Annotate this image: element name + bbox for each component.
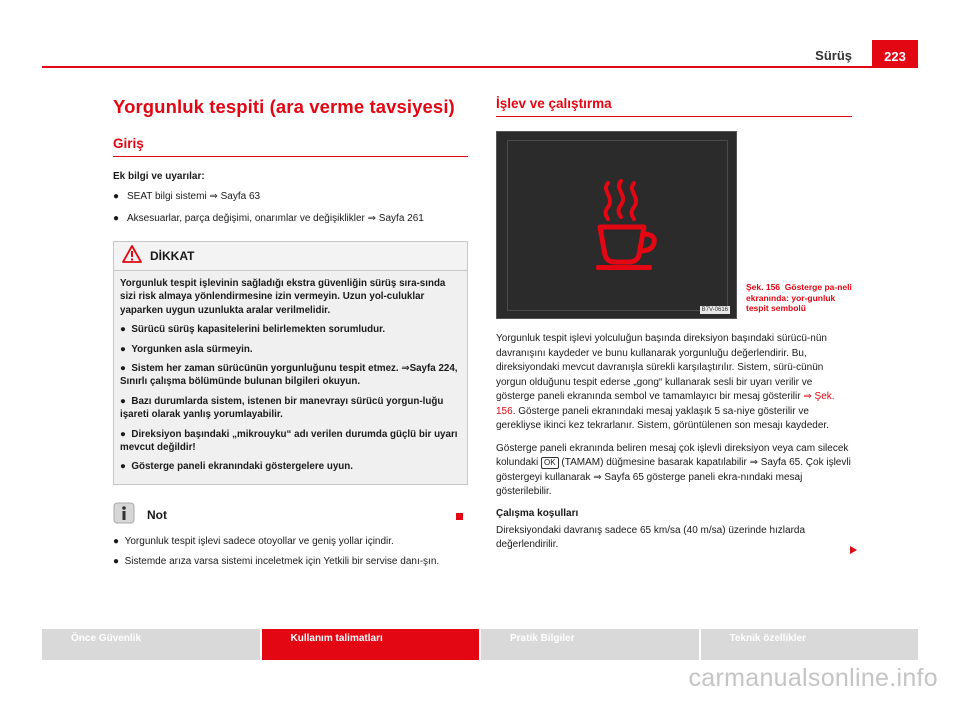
section-end-marker <box>456 513 463 520</box>
continue-arrow-icon <box>850 546 857 554</box>
footer-tabs <box>42 629 918 660</box>
figure-code: B7V-0616 <box>701 307 728 313</box>
paragraph-dismiss: Gösterge paneli ekranında beliren mesaj çok işlevli direksiyon veya cam silecek kolundaki OK (TAMAM) düğmesine basarak kapatılabilir ⇒ Sayfa 65. Çok işlevli göstergeyi kullanarak ⇒ Sayfa 65 gösterge paneli ekra-nındaki mesaj gösterilebilir. <box>496 442 851 497</box>
warning-item: ● Direksiyon başındaki „mikrouyku“ adı verilen durumda güçlü bir uyarı mevcut değildir! <box>120 428 458 454</box>
body-text <box>496 332 852 561</box>
extra-info-label: Ek bilgi ve uyarılar: <box>113 171 205 182</box>
warning-item: ● Bazı durumlarda sistem, istenen bir manevrayı sürücü yorgun-luğu işareti olarak yanlış yorumlayabilir. <box>120 395 444 421</box>
ok-key-symbol: OK <box>541 457 559 469</box>
tab-technical-specs[interactable]: Teknik özellikler <box>701 629 919 660</box>
paragraph-description: Yorgunluk tespit işlevi yolculuğun başında direksiyon başındaki sürücü-nün davranışını kaydeder ve bunu kullanarak yorgunluğu değerlendirir. Bu, direksiyondaki mevcut davranışla sürekli karşılaştırılır. Sistem, sürü-cünün yorgun olduğunu tespit ederse „gong“ kullanarak sesli bir uyarı verilir ve gösterge paneli ekranında sembol ve tamamlayıcı bir mesaj gösterilir ⇒ Şek. 156. Gösterge paneli ekranındaki mesaj yaklaşık 5 sa-niye gösterilir ve gerekliyse ikinci kez tekrarlanır. Sistem, görüntülenen son mesajı kaydeder. <box>496 333 835 431</box>
warning-box <box>113 241 468 485</box>
left-column <box>113 96 468 569</box>
coffee-cup-icon <box>508 141 729 312</box>
right-column <box>496 96 852 550</box>
section-heading-intro: Giriş <box>113 136 468 157</box>
list-item: ● Aksesuarlar, parça değişimi, onarımlar ve değişiklikler ⇒ Sayfa 261 <box>113 213 424 224</box>
warning-title: DİKKAT <box>150 249 195 263</box>
figure-fatigue-symbol <box>496 131 737 319</box>
conditions-heading: Çalışma koşulları <box>496 507 579 519</box>
figure-caption: Şek. 156 Gösterge pa-neli ekranında: yor-gunluk tespit sembolü <box>746 282 852 314</box>
note-item: ● Sistemde arıza varsa sistemi inceletmek için Yetkili bir servise danı-şın. <box>113 555 440 567</box>
warning-item: ● Sürücü sürüş kapasitelerini belirlemekten sorumludur. <box>120 324 386 336</box>
note-header <box>113 502 468 529</box>
warning-intro: Yorgunluk tespit işlevinin sağladığı ekstra güvenliğin sürüş sıra-sında sizi risk almaya yönlendirmesine izin vermeyin. Uzun yol-culuklar yaparken uygun uzunlukta aralar verilmelidir. <box>120 278 446 316</box>
warning-item: ● Gösterge paneli ekranındaki göstergelere uyun. <box>120 461 353 473</box>
warning-triangle-icon <box>122 245 142 268</box>
header-section-title: Sürüş <box>815 48 852 63</box>
note-title: Not <box>147 508 167 523</box>
warning-body <box>114 271 467 484</box>
warning-item: ● Sistem her zaman sürücünün yorgunluğunu tespit etmez. ⇒Sayfa 224, Sınırlı çalışma bölümünde bulunan bilgileri okuyun. <box>120 363 458 388</box>
note-item: ● Yorgunluk tespit işlevi sadece otoyollar ve geniş yollar içindir. <box>113 535 394 547</box>
main-title: Yorgunluk tespiti (ara verme tavsiyesi) <box>113 96 455 117</box>
figure-reference-link[interactable]: ⇒ Şek. 156 <box>496 391 835 417</box>
page-number: 223 <box>872 40 918 68</box>
warning-item: ● Yorgunken asla sürmeyin. <box>120 343 253 355</box>
note-info-icon <box>113 502 135 529</box>
tab-safety-first[interactable]: Önce Güvenlik <box>42 629 262 660</box>
conditions-text: Direksiyondaki davranış sadece 65 km/sa (40 m/sa) üzerinde hızlarda değerlendirilir. <box>496 524 806 550</box>
watermark: carmanualsonline.info <box>688 664 938 692</box>
section-heading-function: İşlev ve çalıştırma <box>496 96 852 117</box>
header-rule <box>42 66 918 68</box>
tab-practical-info[interactable]: Pratik Bilgiler <box>481 629 701 660</box>
list-item: ● SEAT bilgi sistemi ⇒ Sayfa 63 <box>113 191 261 202</box>
tab-operating-instructions[interactable]: Kullanım talimatları <box>262 629 482 660</box>
warning-header <box>114 242 467 271</box>
